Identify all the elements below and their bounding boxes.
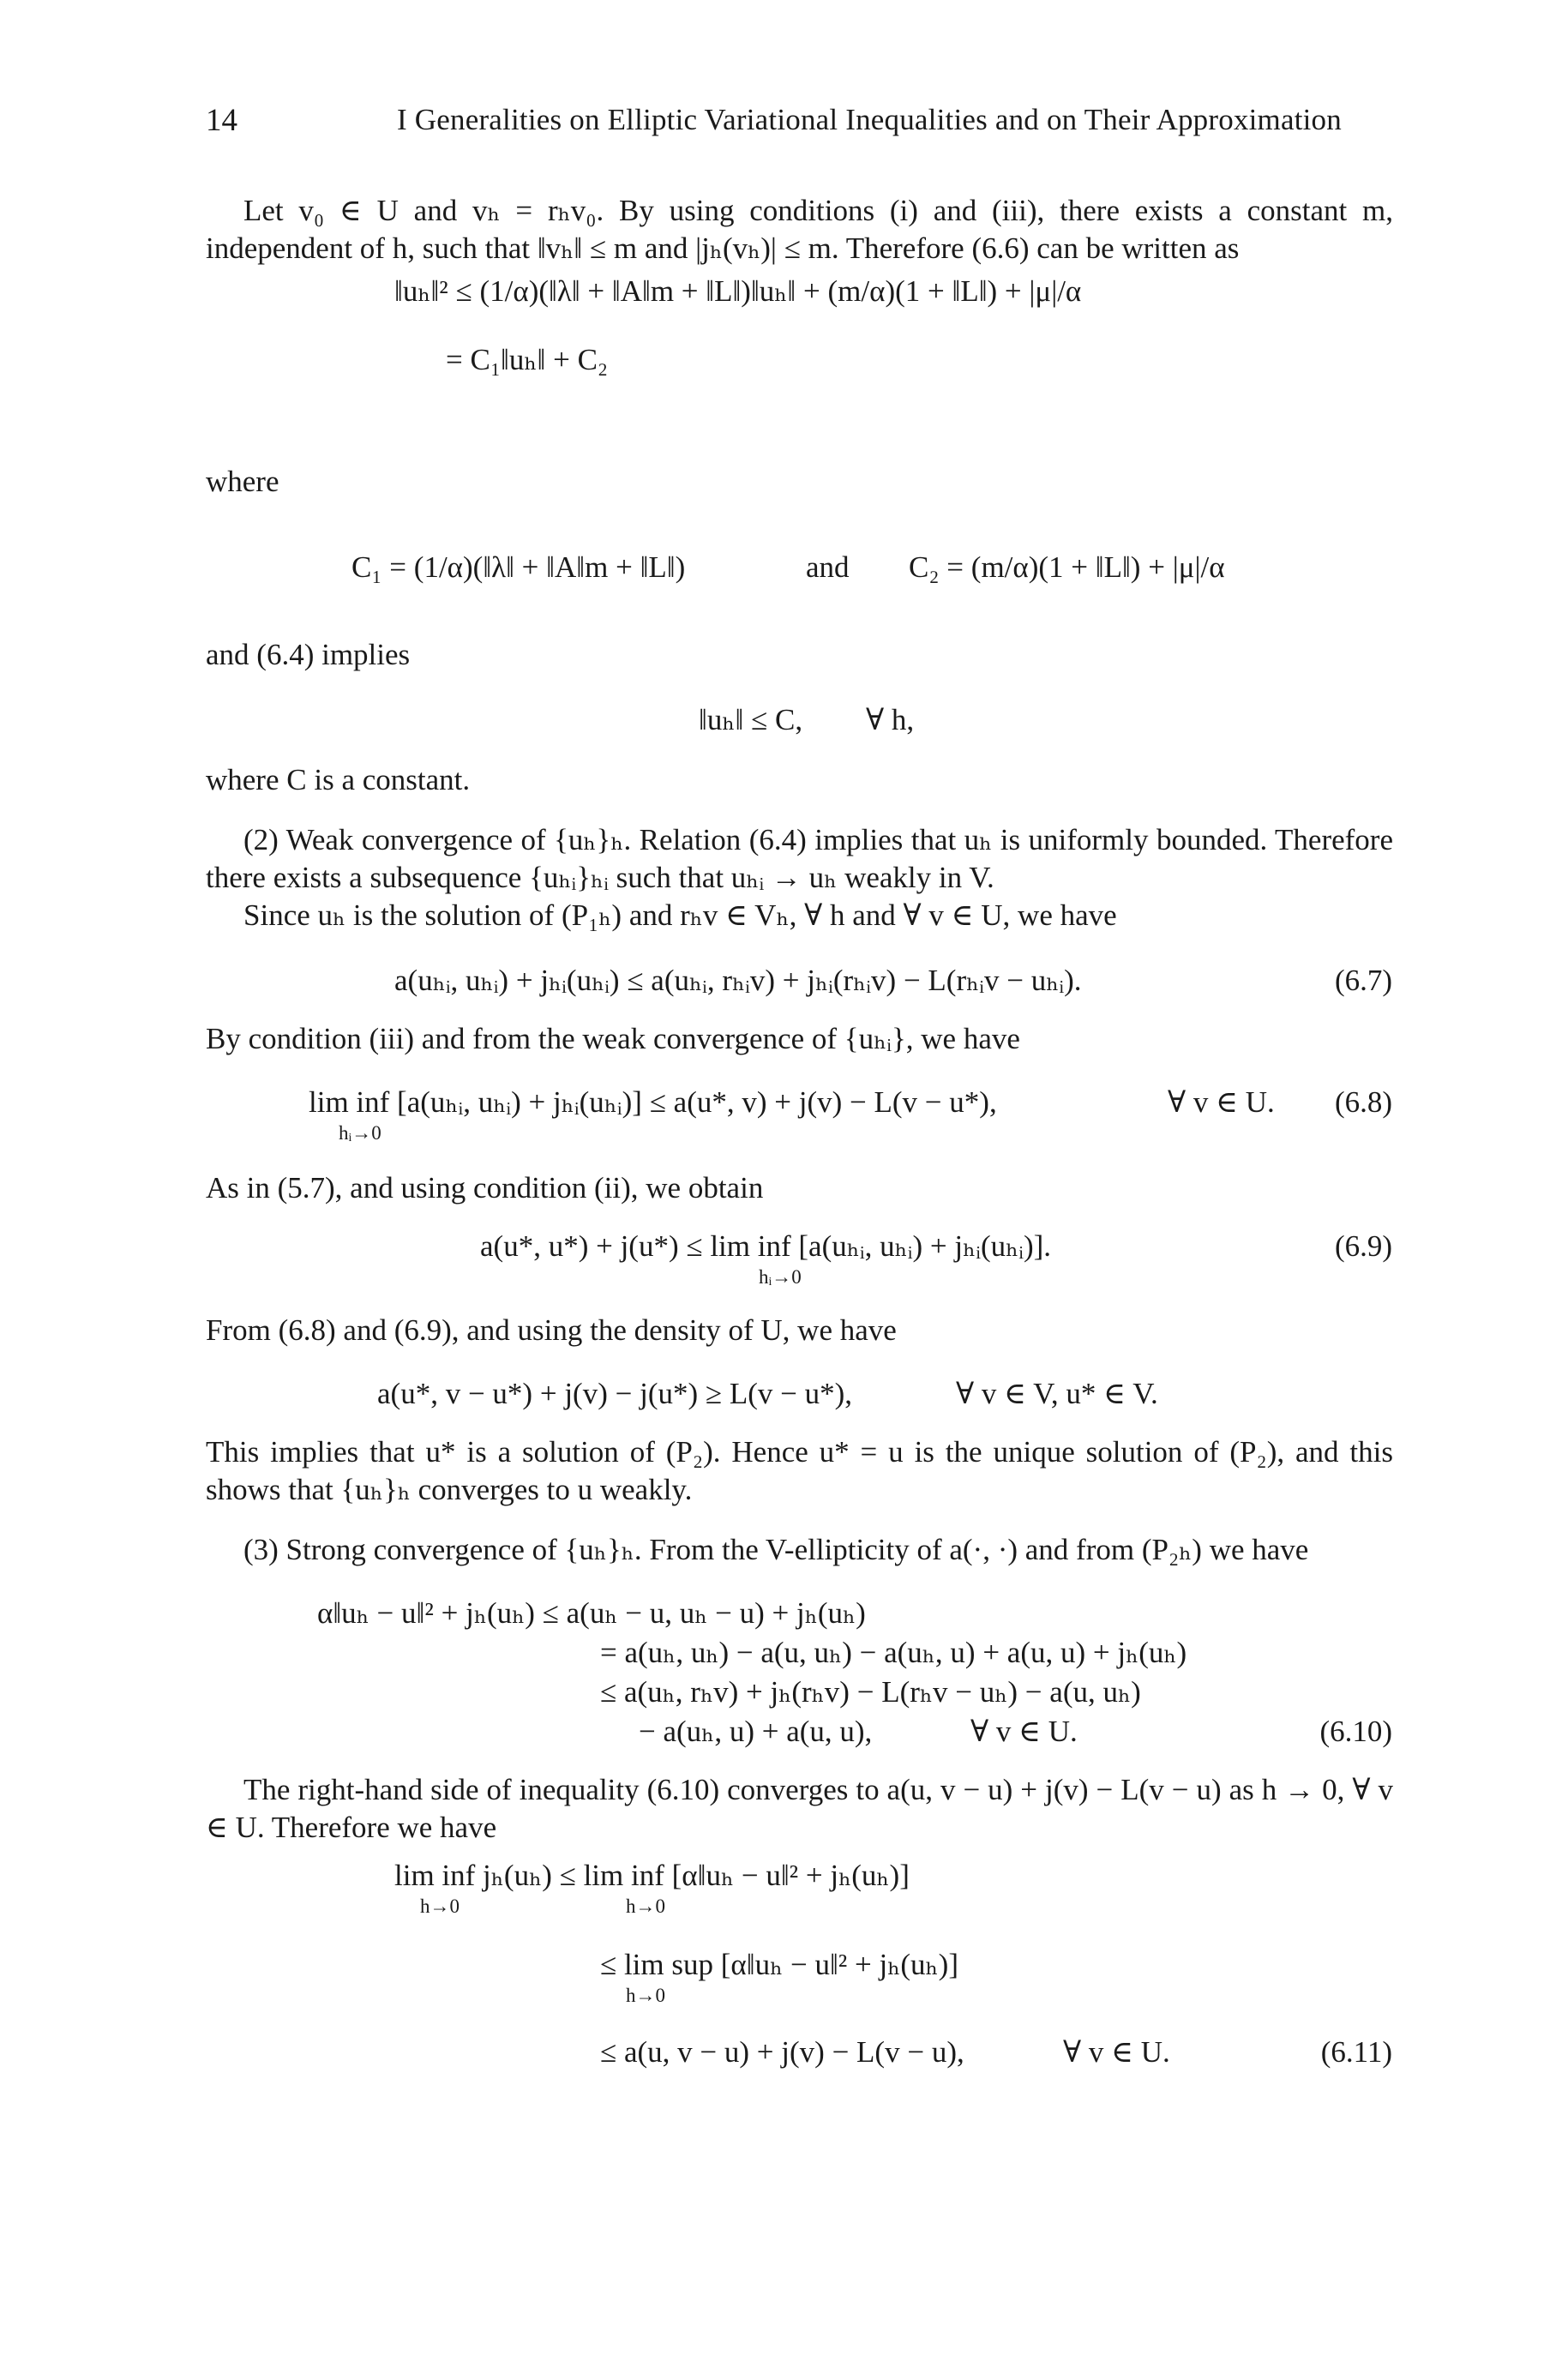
equation-C1: C₁ = (1/α)(‖λ‖ + ‖A‖m + ‖L‖) [351, 550, 686, 584]
equation-bound-line2: = C₁‖uₕ‖ + C₂ [446, 343, 609, 376]
equation-density-forall: ∀ v ∈ V, u* ∈ V. [956, 1377, 1158, 1410]
equation-uh-forall: ∀ h, [866, 703, 915, 736]
label-where: where [206, 465, 279, 498]
paragraph-where-C: where C is a constant. [206, 763, 471, 796]
equation-6-11-forall: ∀ v ∈ U. [1063, 2035, 1170, 2069]
equation-6-8: lim inf [a(uₕᵢ, uₕᵢ) + jₕᵢ(uₕᵢ)] ≤ a(u*, v) + j(v) − L(v − u*), [309, 1085, 997, 1119]
paragraph-condition-iii: By condition (iii) and from the weak convergence of {uₕᵢ}, we have [206, 1022, 1020, 1055]
paragraph-implies: This implies that u* is a solution of (P₂). Hence u* = u is the unique solution of (P₂), and this shows that {uₕ}ₕ converges to u weakly. [206, 1435, 1393, 1506]
limit-subscript-6-11b: h→0 [626, 1895, 665, 1917]
paragraph-and-6-4: and (6.4) implies [206, 638, 411, 671]
equation-6-10-line3: ≤ a(uₕ, rₕv) + jₕ(rₕv) − L(rₕv − uₕ) − a(u, uₕ) [600, 1675, 1141, 1709]
paragraph-since: Since uₕ is the solution of (P₁ₕ) and rₕv ∈ Vₕ, ∀ h and ∀ v ∈ U, we have [243, 898, 1117, 932]
equation-number-6-10: (6.10) [1319, 1715, 1392, 1748]
paragraph-weak-convergence: (2) Weak convergence of {uₕ}ₕ. Relation (6.4) implies that uₕ is uniformly bounded. Therefore there exists a subsequence {uₕᵢ}ₕᵢ such that uₕᵢ → uₕ weakly in V. [206, 823, 1393, 894]
paragraph-right-hand-side: The right-hand side of inequality (6.10) converges to a(u, v − u) + j(v) − L(v − u) as h → 0, ∀ v ∈ U. Therefore we have [206, 1773, 1393, 1844]
equation-density: a(u*, v − u*) + j(v) − j(u*) ≥ L(v − u*), [377, 1377, 853, 1410]
limit-subscript-6-11c: h→0 [626, 1985, 665, 2006]
page-number: 14 [206, 103, 237, 138]
equation-6-11-line3: ≤ a(u, v − u) + j(v) − L(v − u), [600, 2035, 964, 2069]
equation-6-10-line1: α‖uₕ − u‖² + jₕ(uₕ) ≤ a(uₕ − u, uₕ − u) + jₕ(uₕ) [317, 1596, 866, 1630]
paragraph-strong-convergence: (3) Strong convergence of {uₕ}ₕ. From the V-ellipticity of a(·, ·) and from (P₂ₕ) we have [243, 1533, 1309, 1566]
equation-6-10-forall: ∀ v ∈ U. [970, 1715, 1078, 1748]
equation-6-10-line2: = a(uₕ, uₕ) − a(u, uₕ) − a(uₕ, u) + a(u, u) + jₕ(uₕ) [600, 1636, 1187, 1669]
equation-number-6-11: (6.11) [1320, 2035, 1392, 2069]
equation-6-7: a(uₕᵢ, uₕᵢ) + jₕᵢ(uₕᵢ) ≤ a(uₕᵢ, rₕᵢv) + jₕᵢ(rₕᵢv) − L(rₕᵢv − uₕᵢ). [394, 964, 1082, 997]
limit-subscript-6-9: hᵢ→0 [759, 1266, 802, 1288]
equation-number-6-8: (6.8) [1334, 1085, 1392, 1119]
limit-subscript-6-8: hᵢ→0 [339, 1122, 381, 1144]
equation-number-6-9: (6.9) [1334, 1229, 1392, 1263]
paragraph-as-in: As in (5.7), and using condition (ii), we obtain [206, 1171, 764, 1205]
equation-uh-bound: ‖uₕ‖ ≤ C, [699, 703, 803, 736]
equation-C2: C₂ = (m/α)(1 + ‖L‖) + |μ|/α [909, 550, 1225, 584]
equation-6-11-line1: lim inf jₕ(uₕ) ≤ lim inf [α‖uₕ − u‖² + jₕ(uₕ)] [394, 1859, 910, 1892]
word-and: and [806, 550, 850, 584]
running-title: I Generalities on Elliptic Variational Inequalities and on Their Approximation [397, 103, 1342, 136]
equation-6-10-line4: − a(uₕ, u) + a(u, u), [639, 1715, 873, 1748]
equation-bound-line1: ‖uₕ‖² ≤ (1/α)(‖λ‖ + ‖A‖m + ‖L‖)‖uₕ‖ + (m/α)(1 + ‖L‖) + |μ|/α [394, 274, 1082, 308]
paragraph-intro: Let v₀ ∈ U and vₕ = rₕv₀. By using conditions (i) and (iii), there exists a constant m, independent of h, such that ‖vₕ‖ ≤ m and |jₕ(vₕ)| ≤ m. Therefore (6.6) can be written as [206, 194, 1393, 265]
equation-6-8-forall: ∀ v ∈ U. [1168, 1085, 1275, 1119]
equation-6-9: a(u*, u*) + j(u*) ≤ lim inf [a(uₕᵢ, uₕᵢ) + jₕᵢ(uₕᵢ)]. [480, 1229, 1052, 1263]
equation-6-11-line2: ≤ lim sup [α‖uₕ − u‖² + jₕ(uₕ)] [600, 1948, 958, 1981]
limit-subscript-6-11a: h→0 [420, 1895, 460, 1917]
paragraph-density: From (6.8) and (6.9), and using the density of U, we have [206, 1313, 897, 1347]
equation-number-6-7: (6.7) [1334, 964, 1392, 997]
